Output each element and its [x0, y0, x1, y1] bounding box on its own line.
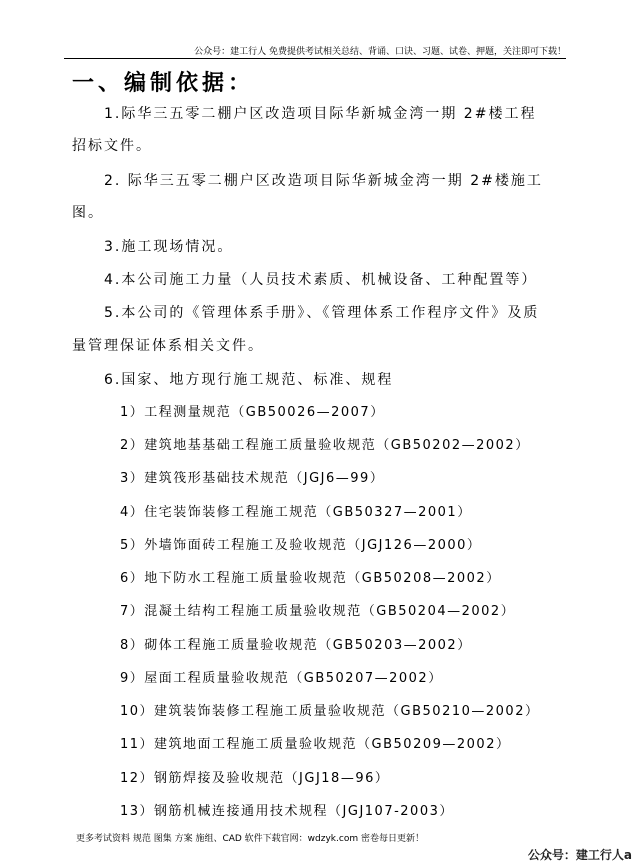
standard-item-7: 7）混凝土结构工程施工质量验收规范（GB50204—2002） — [120, 604, 516, 619]
standard-item-5: 5）外墙饰面砖工程施工及验收规范（JGJ126—2000） — [120, 538, 482, 553]
standard-item-1: 1）工程测量规范（GB50026—2007） — [120, 405, 385, 420]
standard-item-10: 10）建筑装饰装修工程施工质量验收规范（GB50210—2002） — [120, 704, 540, 719]
standard-item-8: 8）砌体工程施工质量验收规范（GB50203—2002） — [120, 638, 472, 653]
paragraph-2-line-2: 图。 — [72, 205, 104, 221]
standard-item-2: 2）建筑地基基础工程施工质量验收规范（GB50202—2002） — [120, 438, 530, 453]
header-note: 公众号：建工行人 免费提供考试相关总结、背诵、口诀、习题、试卷、押题，关注即可下载！ — [194, 47, 566, 57]
paragraph-6: 6.国家、地方现行施工规范、标准、规程 — [104, 372, 394, 388]
footer-brand: 公众号：建工行人a — [527, 848, 632, 862]
paragraph-1-line-2: 招标文件。 — [72, 138, 152, 154]
paragraph-2-line-1: 2. 际华三五零二棚户区改造项目际华新城金湾一期 2#楼施工 — [104, 173, 543, 189]
standard-item-13: 13）钢筋机械连接通用技术规程（JGJ107-2003） — [120, 804, 454, 819]
header-rule — [64, 58, 566, 59]
paragraph-4: 4.本公司施工力量（人员技术素质、机械设备、工种配置等） — [104, 272, 538, 288]
paragraph-5-line-2: 量管理保证体系相关文件。 — [72, 338, 264, 354]
standard-item-11: 11）建筑地面工程施工质量验收规范（GB50209—2002） — [120, 737, 511, 752]
paragraph-5-line-1: 5.本公司的《管理体系手册》、《管理体系工作程序文件》及质 — [104, 305, 540, 321]
standard-item-6: 6）地下防水工程施工质量验收规范（GB50208—2002） — [120, 571, 501, 586]
paragraph-3: 3.施工现场情况。 — [104, 239, 234, 255]
standard-item-12: 12）钢筋焊接及验收规范（JGJ18—96） — [120, 771, 390, 786]
standard-item-4: 4）住宅装饰装修工程施工规范（GB50327—2001） — [120, 505, 472, 520]
footer-note: 更多考试资料 规范 图集 方案 施组、CAD 软件下载官网：wdzyk.com 密卷每日更新！ — [76, 834, 424, 844]
paragraph-1-line-1: 1.际华三五零二棚户区改造项目际华新城金湾一期 2#楼工程 — [104, 106, 537, 122]
standard-item-9: 9）屋面工程质量验收规范（GB50207—2002） — [120, 671, 443, 686]
standard-item-3: 3）建筑筏形基础技术规范（JGJ6—99） — [120, 471, 385, 486]
section-title: 一、编制依据： — [72, 71, 255, 96]
